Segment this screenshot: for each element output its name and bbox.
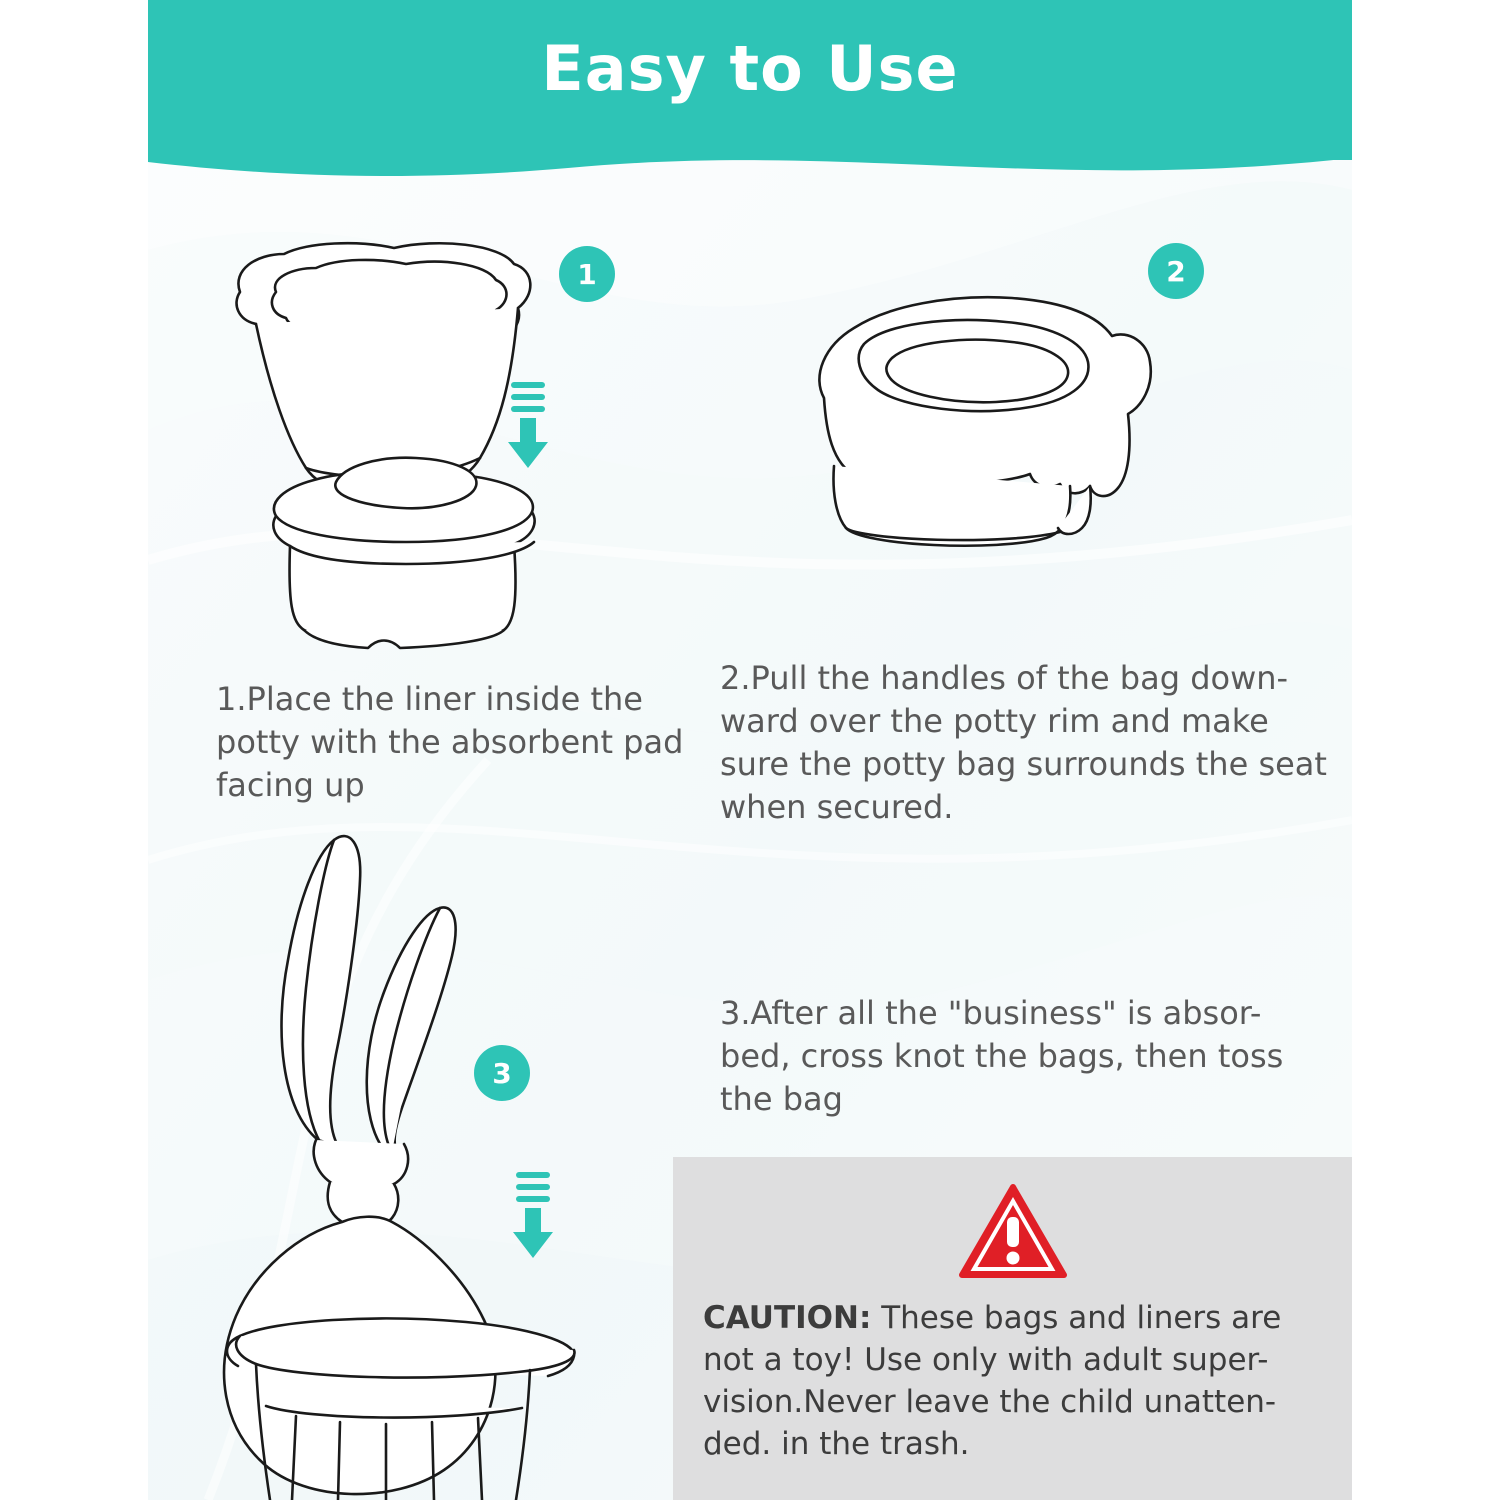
step-text-2: 2.Pull the handles of the bag down-ward over the potty rim and make sure the potty bag surrounds the seat when secured. xyxy=(720,659,1327,826)
knotted-bag-into-trash-illustration xyxy=(178,810,658,1500)
infographic-sheet xyxy=(148,0,1352,1500)
header-curve xyxy=(148,140,1352,200)
caution-text xyxy=(703,1297,1333,1465)
step-badge-2: 2 xyxy=(1148,243,1204,299)
step-text-1: 1.Place the liner inside the potty with the absorbent pad facing up xyxy=(216,680,684,804)
warning-triangle-icon xyxy=(958,1183,1068,1279)
page-title: Easy to Use xyxy=(541,32,959,105)
down-arrow-icon-step1 xyxy=(503,380,553,470)
step-badge-1: 1 xyxy=(559,246,615,302)
down-arrow-icon-step3 xyxy=(508,1170,558,1260)
potty-bag-over-rim-illustration xyxy=(798,280,1218,610)
caution-label: CAUTION: xyxy=(703,1300,872,1336)
step-text-3: 3.After all the "business" is absor-bed, cross knot the bags, then toss the bag xyxy=(720,994,1284,1118)
caution-body: These bags and liners are not a toy! Use only with adult super-vision.Never leave the child unatten-ded. in the trash. xyxy=(703,1300,1282,1462)
caution-box xyxy=(673,1157,1352,1500)
step-badge-3: 3 xyxy=(474,1045,530,1101)
